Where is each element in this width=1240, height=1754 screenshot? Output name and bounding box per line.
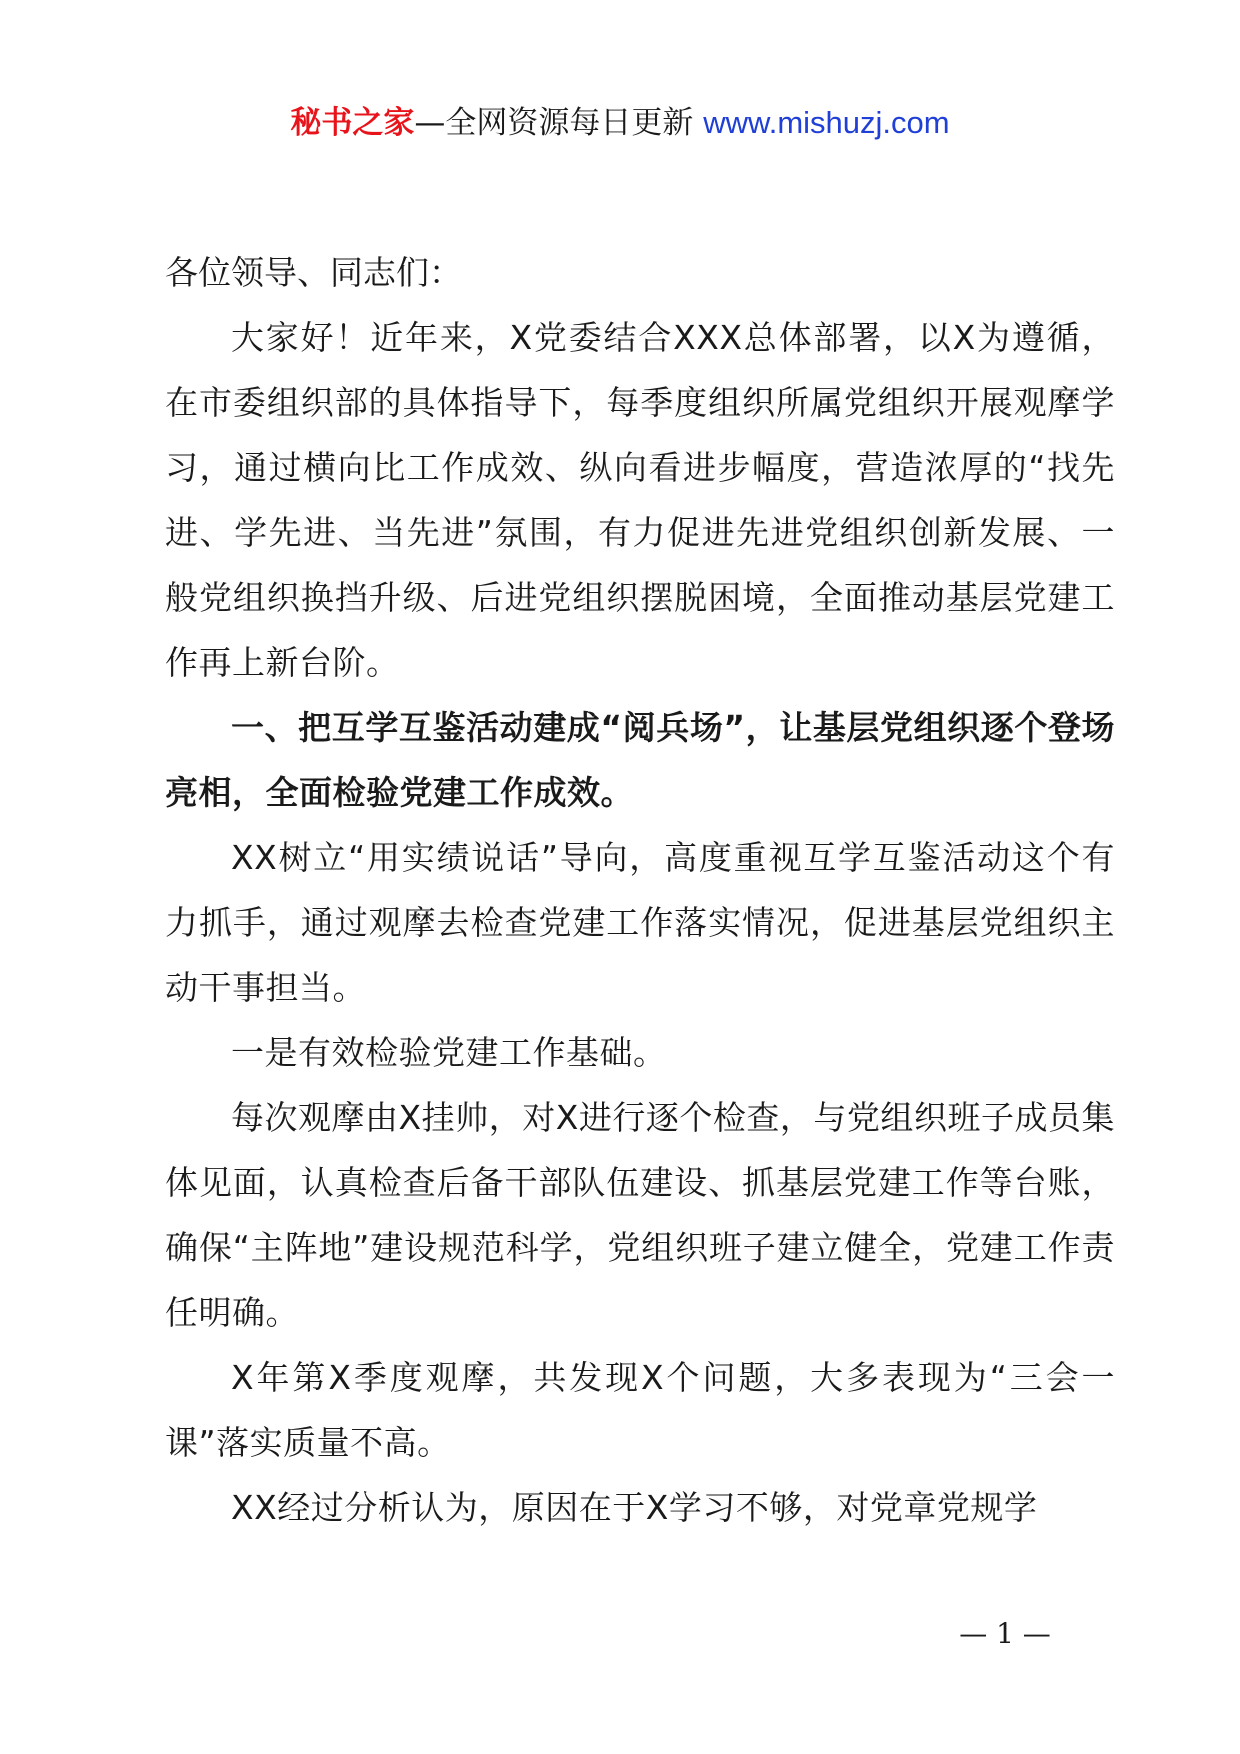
paragraph-body: XX经过分析认为，原因在于X学习不够，对党章党规学 <box>231 1488 1038 1527</box>
paragraph-intro: 大家好！近年来，X党委结合XXX总体部署，以X为遵循，在市委组织部的具体指导下，每季度组织所属党组织开展观摩学习，通过横向比工作成效、纵向看进步幅度，营造浓厚的“找先进、学先进、当先进”氛围，有力促进先进党组织创新发展、一般党组织换挡升级、后进党组织摆脱困境，全面推动基层党建工作再上新台阶。 <box>165 318 1115 682</box>
paragraph-body: 每次观摩由X挂帅，对X进行逐个检查，与党组织班子成员集体见面，认真检查后备干部队伍建设、抓基层党建工作等台账，确保“主阵地”建设规范科学，党组织班子建立健全，党建工作责任明确。 <box>165 1098 1115 1332</box>
site-url-link[interactable]: www.mishuzj.com <box>703 105 950 140</box>
document-body <box>165 240 1115 1540</box>
paragraph-body: X年第X季度观摩，共发现X个问题，大多表现为“三会一课”落实质量不高。 <box>165 1358 1115 1462</box>
salutation: 各位领导、同志们： <box>165 253 462 292</box>
brand-name: 秘书之家 <box>290 105 415 141</box>
banner-tagline: —全网资源每日更新 <box>414 105 704 141</box>
page-number: — 1 — <box>959 1617 1051 1650</box>
site-banner <box>0 100 1240 146</box>
paragraph-body: XX树立“用实绩说话”导向，高度重视互学互鉴活动这个有力抓手，通过观摩去检查党建工作落实情况，促进基层党组织主动干事担当。 <box>165 838 1115 1007</box>
section-heading-1: 一、把互学互鉴活动建成“阅兵场”，让基层党组织逐个登场亮相，全面检验党建工作成效。 <box>165 708 1115 812</box>
subheading: 一是有效检验党建工作基础。 <box>231 1033 667 1072</box>
